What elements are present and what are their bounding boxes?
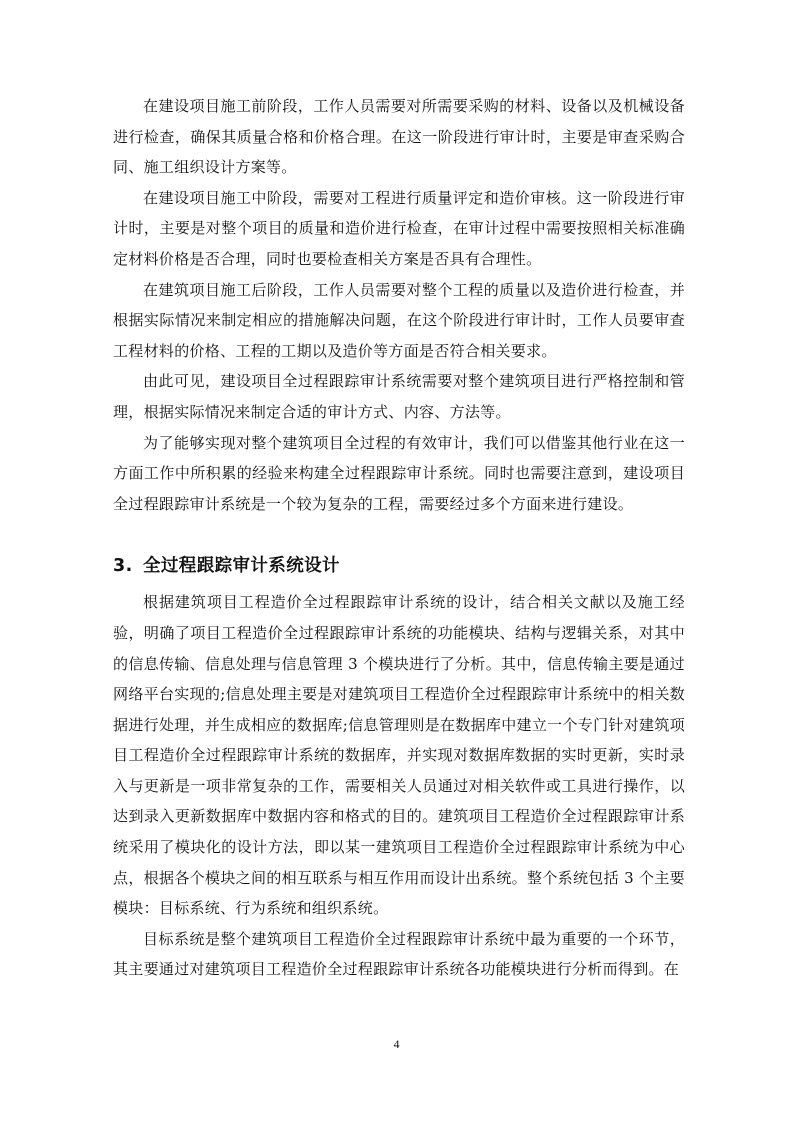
page-content [113,91,685,985]
section-number: 3. [113,556,133,577]
paragraph: 根据建筑项目工程造价全过程跟踪审计系统的设计，结合相关文献以及施工经验，明确了项目工程造价全过程跟踪审计系统的功能模块、结构与逻辑关系，对其中的信息传输、信息处理与信息管理 3 个模块进行了分析。其中，信息传输主要是通过网络平台实现的;信息处理主要是对建筑项目工程造价全过程跟踪审计系统中的相关数据进行处理，并生成相应的数据库;信息管理则是在数据库中建立一个专门针对建筑项目工程造价全过程跟踪审计系统的数据库，并实现对数据库数据的实时更新，实时录入与更新是一项非常复杂的工作，需要相关人员通过对相关软件或工具进行操作，以达到录入更新数据库中数据内容和格式的目的。建筑项目工程造价全过程跟踪审计系统采用了模块化的设计方法，即以某一建筑项目工程造价全过程跟踪审计系统为中心点，根据各个模块之间的相互联系与相互作用而设计出系统。整个系统包括 3 个主要模块：目标系统、行为系统和组织系统。 [113,593,685,918]
paragraph: 由此可见，建设项目全过程跟踪审计系统需要对整个建筑项目进行严格控制和管理，根据实际情况来制定合适的审计方式、内容、方法等。 [113,372,685,421]
paragraph: 在建设项目施工前阶段，工作人员需要对所需要采购的材料、设备以及机械设备进行检查，确保其质量合格和价格合理。在这一阶段进行审计时，主要是审查采购合同、施工组织设计方案等。 [113,97,685,177]
section-title: 全过程跟踪审计系统设计 [143,556,340,577]
paragraph: 在建设项目施工中阶段，需要对工程进行质量评定和造价审核。这一阶段进行审计时，主要是对整个项目的质量和造价进行检查，在审计过程中需要按照相关标准确定材料价格是否合理，同时也要检查相关方案是否具有合理性。 [113,188,685,268]
paragraph: 在建筑项目施工后阶段，工作人员需要对整个工程的质量以及造价进行检查，并根据实际情况来制定相应的措施解决问题，在这个阶段进行审计时，工作人员要审查工程材料的价格、工程的工期以及造价等方面是否符合相关要求。 [113,280,685,360]
section-heading [113,549,685,583]
page-number: 4 [393,1037,400,1051]
paragraph: 为了能够实现对整个建筑项目全过程的有效审计，我们可以借鉴其他行业在这一方面工作中所积累的经验来构建全过程跟踪审计系统。同时也需要注意到，建设项目全过程跟踪审计系统是一个较为复杂的工程，需要经过多个方面来进行建设。 [113,433,685,513]
paragraph: 目标系统是整个建筑项目工程造价全过程跟踪审计系统中最为重要的一个环节，其主要通过对建筑项目工程造价全过程跟踪审计系统各功能模块进行分析而得到。在 [113,929,685,979]
